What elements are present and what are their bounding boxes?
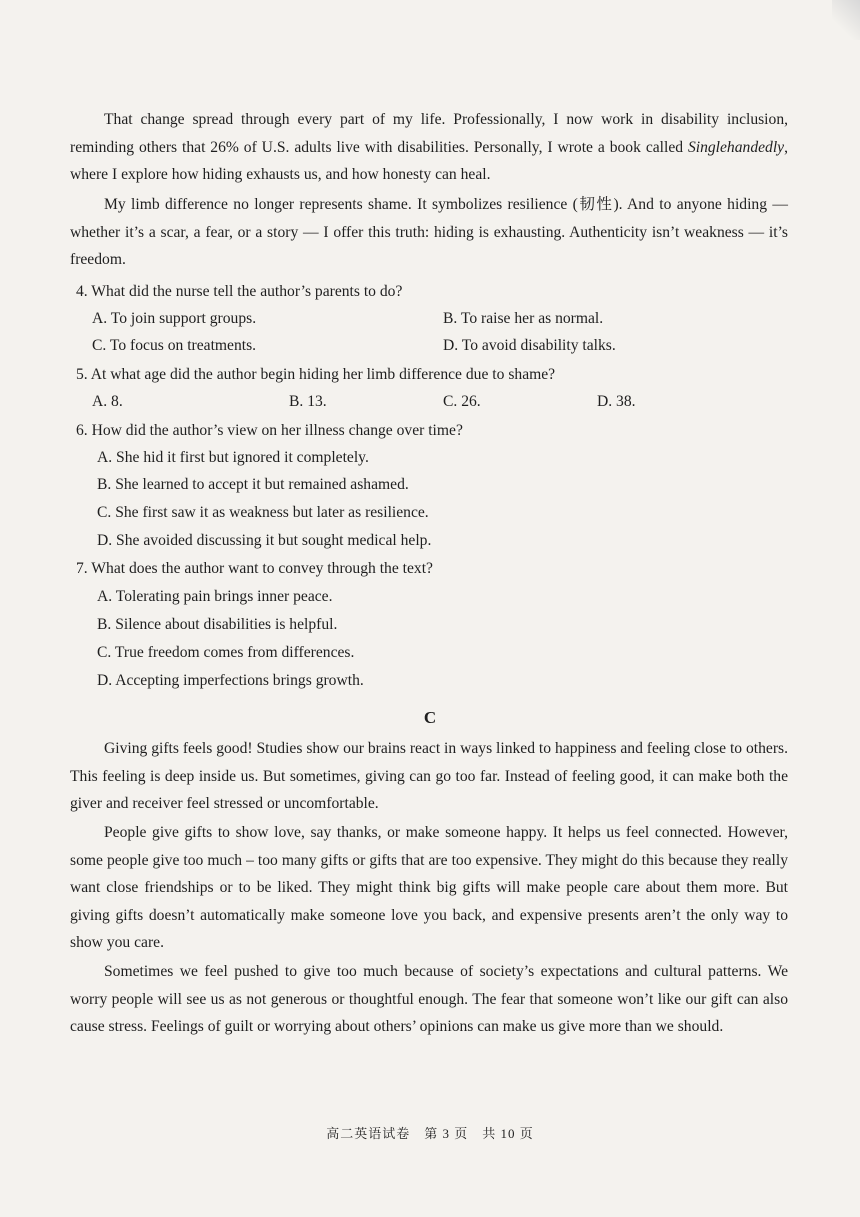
page-corner-fold — [832, 0, 860, 40]
question-4-stem: 4. What did the nurse tell the author’s parents to do? — [76, 283, 403, 300]
page-footer: 高二英语试卷 第 3 页 共 10 页 — [326, 1126, 534, 1141]
question-4-option-b: B. To raise her as normal. — [443, 310, 604, 327]
question-7-stem: 7. What does the author want to convey through the text? — [76, 560, 433, 577]
question-7-option-a: A. Tolerating pain brings inner peace. — [97, 588, 333, 605]
p1-line3-pre: called — [645, 138, 688, 156]
p1-line3-post: , where I explore how hiding exhausts us, and how honesty can heal. — [70, 138, 788, 183]
section-c-paragraph-2 — [70, 819, 788, 957]
section-c-paragraph-2-text: People give gifts to show love, say thanks, or make someone happy. It helps us feel connected. However, some people give too much – too many gifts or gifts that are too expensive. They might do this because they really want close friendships or to be liked. They might think big gifts will make people care about them more. But giving gifts doesn’t automatically make someone love you back, and expensive presents aren’t the only way to show you care. — [70, 824, 788, 951]
passage-b-paragraph-2 — [70, 191, 788, 274]
book-title: Singlehandedly — [687, 138, 785, 156]
question-6-option-b: B. She learned to accept it but remained ashamed. — [97, 476, 409, 493]
question-5-stem: 5. At what age did the author begin hiding her limb difference due to shame? — [76, 366, 556, 383]
passage-b-paragraph-1 — [70, 106, 788, 189]
p2-text: My limb difference no longer represents shame. It symbolizes resilience (韧性). And to anyone hiding — whether it’s a scar, a fear, or a story — I offer this truth: hiding is exhausting. Authenticity isn’t weakness — it’s freedom. — [70, 196, 788, 268]
question-5-option-c: C. 26. — [443, 393, 481, 410]
question-7-option-b: B. Silence about disabilities is helpful. — [97, 616, 338, 633]
question-7-option-c: C. True freedom comes from differences. — [97, 644, 355, 661]
question-6-option-d: D. She avoided discussing it but sought medical help. — [97, 532, 432, 549]
section-c-paragraph-1-text: Giving gifts feels good! Studies show our brains react in ways linked to happiness and feeling close to others. This feeling is deep inside us. But sometimes, giving can go too far. Instead of feeling good, it can make both the giver and receiver feel stressed or uncomfortable. — [70, 740, 788, 812]
p1-line1: That change spread through every part of my life. Professionally, I now work in disability — [104, 111, 720, 128]
question-6-option-a: A. She hid it first but ignored it completely. — [97, 449, 369, 466]
question-4-option-d: D. To avoid disability talks. — [443, 337, 616, 354]
question-4-option-c: C. To focus on treatments. — [92, 337, 257, 354]
question-6-option-c: C. She first saw it as weakness but later as resilience. — [97, 504, 429, 521]
question-5-option-b: B. 13. — [289, 393, 327, 410]
section-c-paragraph-3-text: Sometimes we feel pushed to give too much because of society’s expectations and cultural patterns. We worry people will see us as not generous or thoughtful enough. The fear that someone won’t like our gift can also cause stress. Feelings of guilt or worrying about others’ opinions can make us give more than we should. — [70, 963, 788, 1035]
question-7-option-d: D. Accepting imperfections brings growth. — [97, 672, 364, 689]
p1-line2: inclusion, reminding others that 26% of U.S. adults live with disabilities. Personally, I wrote a book — [70, 111, 789, 156]
question-5-option-d: D. 38. — [597, 393, 636, 410]
section-c-paragraph-3 — [70, 958, 788, 1041]
question-4-option-a: A. To join support groups. — [92, 310, 257, 327]
question-5-option-a: A. 8. — [92, 393, 123, 410]
section-c-heading: C — [423, 708, 437, 727]
question-6-stem: 6. How did the author’s view on her illness change over time? — [76, 422, 463, 439]
section-c-paragraph-1 — [70, 735, 788, 818]
